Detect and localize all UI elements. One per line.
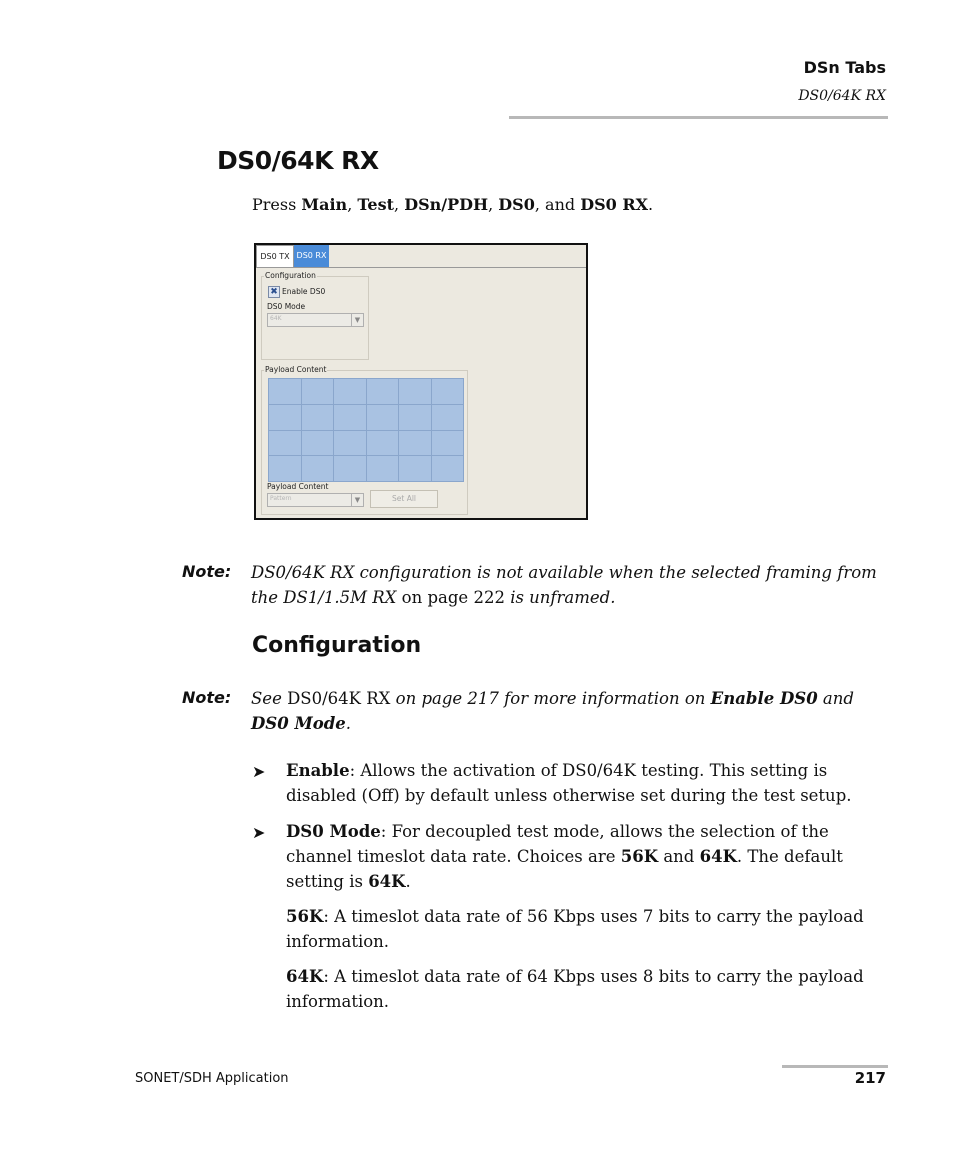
bullet-enable: Enable: Allows the activation of DS0/64K testing. This setting is disabled (Off) by default unless otherwise set during the test setup. <box>286 761 852 805</box>
header-rule <box>509 116 888 119</box>
timeslot-cell[interactable] <box>302 456 334 481</box>
timeslot-cell[interactable] <box>334 431 366 456</box>
timeslot-cell[interactable] <box>269 379 301 404</box>
ds0-mode-label: DS0 Mode <box>267 302 306 311</box>
tab-ds0-tx[interactable]: DS0 TX <box>256 245 294 268</box>
timeslot-cell[interactable] <box>302 379 334 404</box>
footer-document-title: SONET/SDH Application <box>135 1071 289 1086</box>
timeslot-cell[interactable] <box>399 431 431 456</box>
note-label: Note: <box>182 688 232 707</box>
chevron-down-icon: ▼ <box>351 494 363 506</box>
running-header-section: DSn Tabs <box>803 58 886 77</box>
timeslot-cell[interactable] <box>399 405 431 430</box>
timeslot-cell[interactable] <box>269 431 301 456</box>
configuration-group-label: Configuration <box>265 271 316 280</box>
bullet-arrow-icon: ➤ <box>252 823 266 842</box>
configuration-heading: Configuration <box>252 633 422 658</box>
tab-divider <box>256 267 586 268</box>
ds0-rx-screenshot <box>254 243 588 520</box>
timeslot-cell[interactable] <box>367 431 399 456</box>
timeslot-cell[interactable] <box>334 456 366 481</box>
set-all-button[interactable]: Set All <box>370 490 438 508</box>
timeslot-cell[interactable] <box>302 431 334 456</box>
timeslot-cell[interactable] <box>269 456 301 481</box>
timeslot-cell[interactable] <box>432 456 464 481</box>
page-number: 217 <box>854 1069 886 1087</box>
paragraph-56k: 56K: A timeslot data rate of 56 Kbps uses 7 bits to carry the payload information. <box>286 907 864 951</box>
paragraph-64k: 64K: A timeslot data rate of 64 Kbps uses 8 bits to carry the payload information. <box>286 967 864 1011</box>
timeslot-cell[interactable] <box>367 405 399 430</box>
timeslot-cell[interactable] <box>269 405 301 430</box>
ds0-mode-select[interactable] <box>267 313 364 327</box>
note-label: Note: <box>182 562 232 581</box>
enable-ds0-label: Enable DS0 <box>282 287 326 296</box>
page-title: DS0/64K RX <box>217 146 379 175</box>
timeslot-cell[interactable] <box>432 379 464 404</box>
payload-content-select[interactable] <box>267 493 364 507</box>
timeslot-cell[interactable] <box>334 405 366 430</box>
timeslot-cell[interactable] <box>367 456 399 481</box>
timeslot-cell[interactable] <box>432 431 464 456</box>
timeslot-grid <box>268 378 464 482</box>
timeslot-cell[interactable] <box>399 379 431 404</box>
ds0-mode-value: 64K <box>270 315 282 322</box>
footer-rule <box>782 1065 888 1068</box>
timeslot-cell[interactable] <box>334 379 366 404</box>
payload-content-value: Pattern <box>270 495 292 502</box>
note-see-reference: See DS0/64K RX on page 217 for more information on Enable DS0 and DS0 Mode. <box>251 689 854 733</box>
timeslot-cell[interactable] <box>302 405 334 430</box>
running-header-subsection: DS0/64K RX <box>798 88 886 104</box>
note-framing: DS0/64K RX configuration is not available when the selected framing from the DS1/1.5M RX on page 222 is unframed. <box>251 563 877 607</box>
payload-content-label: Payload Content <box>267 482 329 491</box>
bullet-ds0-mode: DS0 Mode: For decoupled test mode, allows the selection of the channel timeslot data rate. Choices are 56K and 64K. The default setting is 64K. <box>286 822 843 891</box>
timeslot-cell[interactable] <box>432 405 464 430</box>
enable-ds0-checkbox[interactable]: ✖ <box>268 286 280 298</box>
intro-paragraph: Press Main, Test, DSn/PDH, DS0, and DS0 RX. <box>252 195 654 214</box>
payload-content-group-label: Payload Content <box>265 365 327 374</box>
tab-ds0-rx[interactable]: DS0 RX <box>294 245 329 268</box>
timeslot-cell[interactable] <box>367 379 399 404</box>
timeslot-cell[interactable] <box>399 456 431 481</box>
chevron-down-icon: ▼ <box>351 314 363 326</box>
bullet-arrow-icon: ➤ <box>252 762 266 781</box>
